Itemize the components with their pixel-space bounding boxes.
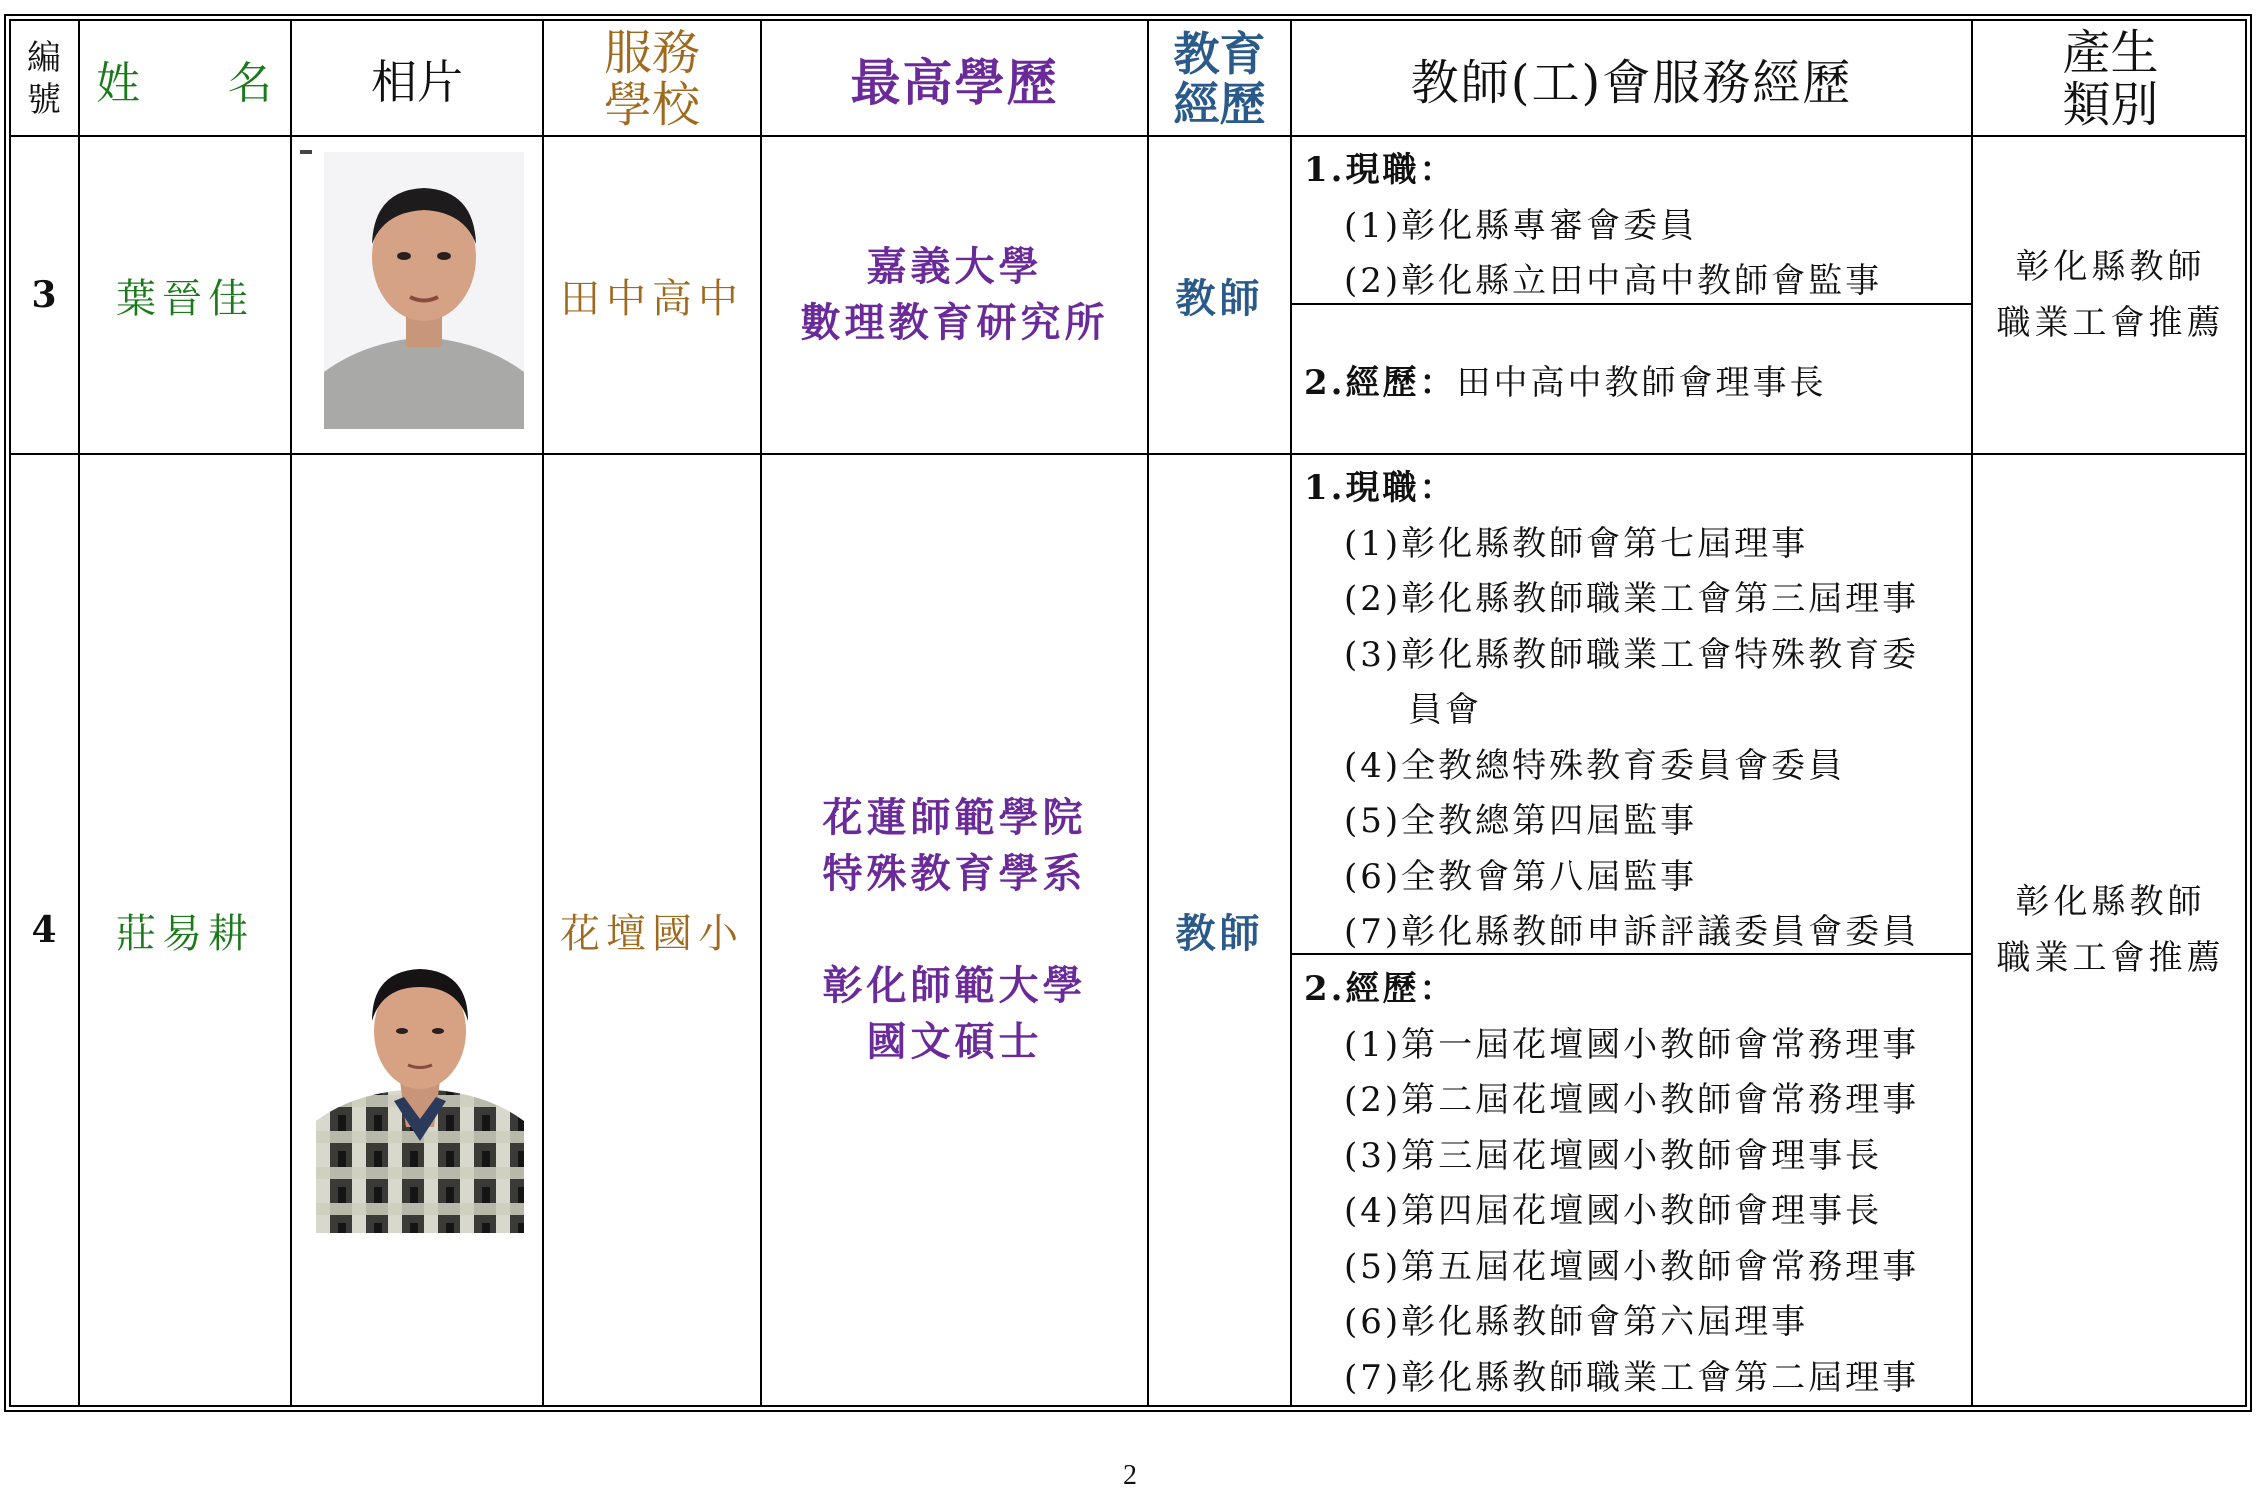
candidate-name: 莊易耕 (116, 910, 254, 957)
header-school: 服務 學校 (603, 24, 700, 133)
service-past-block (1304, 356, 1827, 412)
service-current-title: 1.現職： (1304, 468, 1457, 508)
service-item: (7)彰化縣教師申訴評議委員會委員 (1344, 912, 1920, 952)
service-item: (2)彰化縣立田中高中教師會監事 (1344, 261, 1883, 301)
row-number: 3 (31, 274, 57, 316)
service-item: 田中高中教師會理事長 (1456, 363, 1827, 403)
nomination-type: 彰化縣教師 職業工會推薦 (1996, 247, 2225, 343)
service-item: (4)第四屆花壇國小教師會理事長 (1344, 1191, 1883, 1231)
service-item: (5)全教總第四屆監事 (1344, 801, 1698, 841)
header-photo: 相片 (371, 54, 463, 109)
service-item: (1)彰化縣教師會第七屆理事 (1344, 523, 1809, 564)
highest-education: 花蓮師範學院 特殊教育學系 彰化師範大學 國文碩士 (822, 794, 1087, 1065)
service-item: (6)全教會第八屆監事 (1344, 856, 1698, 897)
education-experience: 教師 (1175, 274, 1264, 322)
service-item: (1)第一屆花壇國小教師會常務理事 (1344, 1024, 1920, 1065)
service-item: (5)第五屆花壇國小教師會常務理事 (1344, 1246, 1920, 1287)
portrait-photo (316, 951, 524, 1233)
portrait-photo (324, 152, 524, 429)
header-type: 產生 類別 (2062, 24, 2159, 133)
header-experience: 教育 經歷 (1173, 26, 1266, 131)
service-past-title: 2.經歷： (1304, 363, 1457, 403)
service-current-block (1304, 461, 1919, 961)
page-number: 2 (1123, 1460, 1137, 1491)
education-experience: 教師 (1175, 909, 1264, 957)
service-item: (2)第二屆花壇國小教師會常務理事 (1344, 1080, 1920, 1120)
service-item: 員會 (1408, 690, 1482, 730)
service-item: (1)彰化縣專審會委員 (1344, 205, 1698, 246)
service-past-block (1304, 962, 1919, 1406)
service-current-block (1304, 143, 1882, 310)
header-service: 教師(工)會服務經歷 (1410, 55, 1853, 111)
service-item: (2)彰化縣教師職業工會第三屆理事 (1344, 579, 1920, 619)
highest-education: 嘉義大學 數理教育研究所 (800, 243, 1109, 346)
portrait-photo-icon (316, 951, 524, 1233)
school-name: 花壇國小 (560, 910, 744, 957)
header-education: 最高學歷 (850, 52, 1059, 112)
portrait-photo-icon (324, 152, 524, 429)
service-item: (6)彰化縣教師會第六屆理事 (1344, 1302, 1809, 1342)
candidate-name: 葉晉佳 (116, 275, 254, 322)
service-item: (7)彰化縣教師職業工會第二屆理事 (1344, 1357, 1920, 1398)
row-number: 4 (31, 909, 57, 951)
col-divider (290, 20, 292, 1406)
col-divider (1290, 20, 1292, 1406)
service-current-title: 1.現職： (1304, 150, 1457, 190)
service-item: (4)全教總特殊教育委員會委員 (1344, 745, 1846, 786)
service-item: (3)彰化縣教師職業工會特殊教育委 (1344, 634, 1920, 675)
school-name: 田中高中 (560, 275, 744, 322)
header-name: 姓 名 (96, 57, 274, 109)
service-item: (3)第三屆花壇國小教師會理事長 (1344, 1135, 1883, 1176)
header-number: 編 號 (27, 37, 61, 120)
service-past-title: 2.經歷： (1304, 969, 1457, 1009)
nomination-type: 彰化縣教師 職業工會推薦 (1996, 882, 2225, 978)
scan-mark (300, 150, 312, 154)
